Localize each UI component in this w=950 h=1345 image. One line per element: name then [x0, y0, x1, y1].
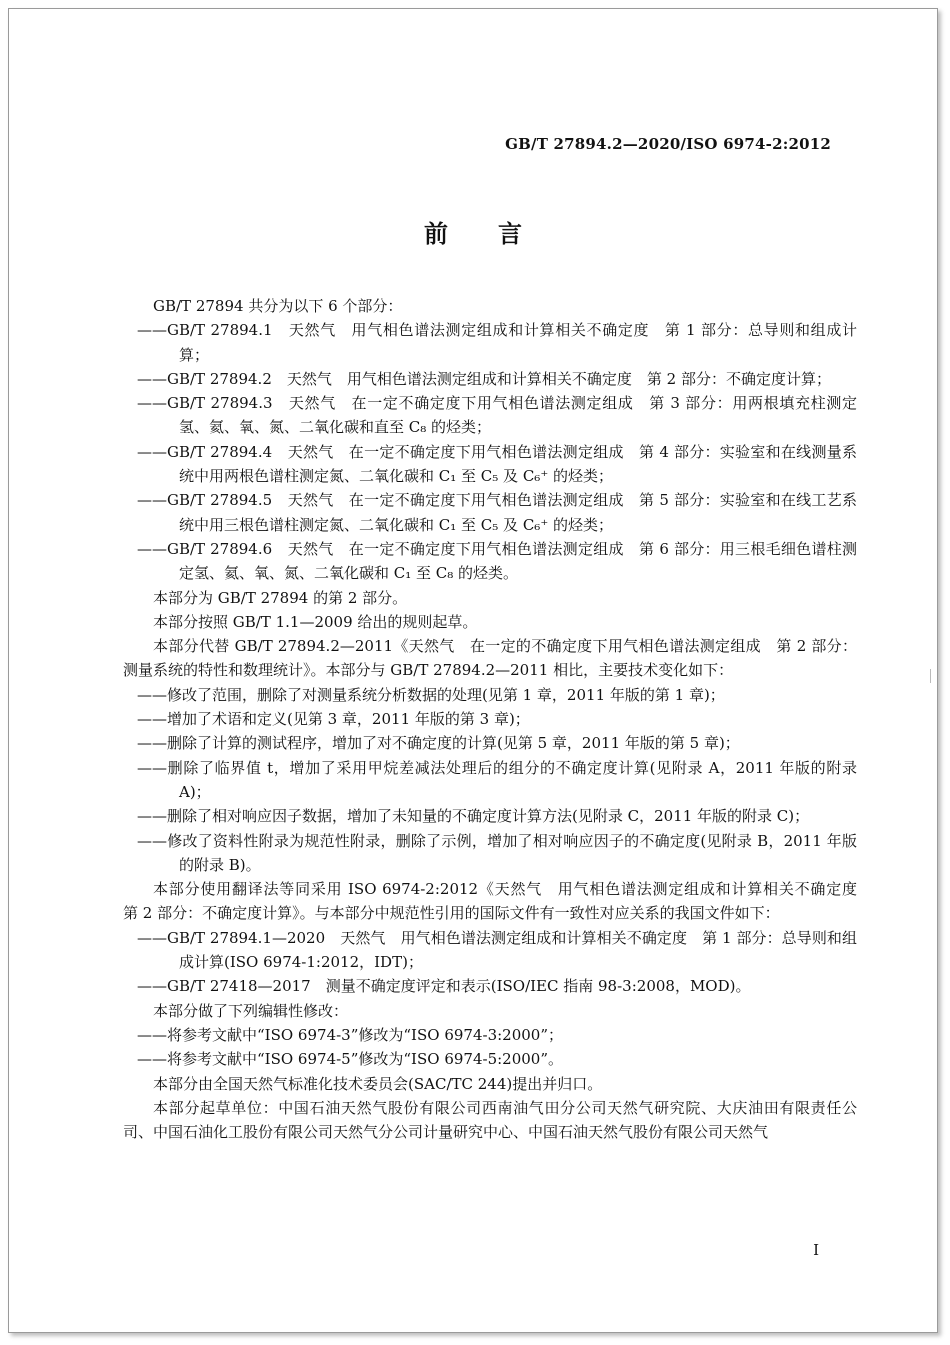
paragraph: 本部分使用翻译法等同采用 ISO 6974-2:2012《天然气 用气相色谱法测定组成和计算相关不确定度 第 2 部分：不确定度计算》。与本部分中规范性引用的国际文件有一致性对应关系的我国文件如下：: [123, 880, 873, 923]
standard-code-header: GB/T 27894.2—2020/ISO 6974-2:2012: [505, 135, 831, 153]
list-item: ——删除了相对响应因子数据，增加了未知量的不确定度计算方法(见附录 C，2011 年版的附录 C)；: [137, 807, 810, 826]
margin-tick: [930, 669, 931, 683]
page-title: 前言: [424, 219, 572, 248]
list-item: ——GB/T 27894.5 天然气 在一定不确定度下用气相色谱法测定组成 第 5 部分：实验室和在线工艺系统中用三根色谱柱测定氮、二氧化碳和 C₁ 至 C₅ 及 C₆⁺ 的烃类；: [137, 491, 857, 534]
list-item: ——GB/T 27894.4 天然气 在一定不确定度下用气相色谱法测定组成 第 4 部分：实验室和在线测量系统中用两根色谱柱测定氮、二氧化碳和 C₁ 至 C₅ 及 C₆⁺ 的烃类；: [137, 442, 857, 486]
list-item: ——将参考文献中“ISO 6974-5”修改为“ISO 6974-5:2000”。: [137, 1050, 564, 1069]
document-body: [123, 294, 873, 1144]
list-item: ——修改了资料性附录为规范性附录，删除了示例，增加了相对响应因子的不确定度(见附录 B，2011 年版的附录 B)。: [137, 831, 857, 874]
paragraph: 本部分起草单位：中国石油天然气股份有限公司西南油气田分公司天然气研究院、大庆油田有限责任公司、中国石油化工股份有限公司天然气分公司计量研究中心、中国石油天然气股份有限公司天然气: [123, 1098, 857, 1142]
list-item: ——GB/T 27894.1—2020 天然气 用气相色谱法测定组成和计算相关不确定度 第 1 部分：总导则和组成计算(ISO 6974-1:2012，IDT)；: [137, 928, 857, 972]
paragraph: 本部分做了下列编辑性修改：: [153, 1001, 349, 1020]
list-item: ——GB/T 27894.1 天然气 用气相色谱法测定组成和计算相关不确定度 第 1 部分：总导则和组成计算；: [137, 321, 857, 364]
list-item: ——删除了计算的测试程序，增加了对不确定度的计算(见第 5 章，2011 年版的第 5 章)；: [137, 734, 740, 753]
paragraph: 本部分按照 GB/T 1.1—2009 给出的规则起草。: [153, 612, 478, 631]
paragraph: 本部分由全国天然气标准化技术委员会(SAC/TC 244)提出并归口。: [153, 1074, 603, 1093]
list-item: ——GB/T 27894.2 天然气 用气相色谱法测定组成和计算相关不确定度 第 2 部分：不确定度计算；: [137, 369, 831, 388]
paragraph: 本部分为 GB/T 27894 的第 2 部分。: [153, 588, 408, 607]
page-number: I: [813, 1241, 819, 1259]
list-item: ——GB/T 27418—2017 测量不确定度评定和表示(ISO/IEC 指南 98-3:2008，MOD)。: [137, 977, 751, 996]
paragraph: 本部分代替 GB/T 27894.2—2011《天然气 在一定的不确定度下用气相色谱法测定组成 第 2 部分：测量系统的特性和数理统计》。本部分与 GB/T 27894.2—2011 相比，主要技术变化如下：: [123, 637, 857, 680]
list-item: ——增加了术语和定义(见第 3 章，2011 年版的第 3 章)；: [137, 710, 530, 729]
list-item: ——修改了范围，删除了对测量系统分析数据的处理(见第 1 章，2011 年版的第 1 章)；: [137, 685, 725, 704]
list-item: ——删除了临界值 t，增加了采用甲烷差减法处理后的组分的不确定度计算(见附录 A，2011 年版的附录 A)；: [137, 758, 857, 801]
paragraph: GB/T 27894 共分为以下 6 个部分：: [153, 297, 403, 315]
list-item: ——GB/T 27894.3 天然气 在一定不确定度下用气相色谱法测定组成 第 3 部分：用两根填充柱测定氢、氦、氧、氮、二氧化碳和直至 C₈ 的烃类；: [137, 394, 857, 437]
document-page: [8, 8, 938, 1333]
list-item: ——GB/T 27894.6 天然气 在一定不确定度下用气相色谱法测定组成 第 6 部分：用三根毛细色谱柱测定氢、氦、氧、氮、二氧化碳和 C₁ 至 C₈ 的烃类。: [137, 539, 857, 583]
list-item: ——将参考文献中“ISO 6974-3”修改为“ISO 6974-3:2000”；: [137, 1025, 564, 1044]
